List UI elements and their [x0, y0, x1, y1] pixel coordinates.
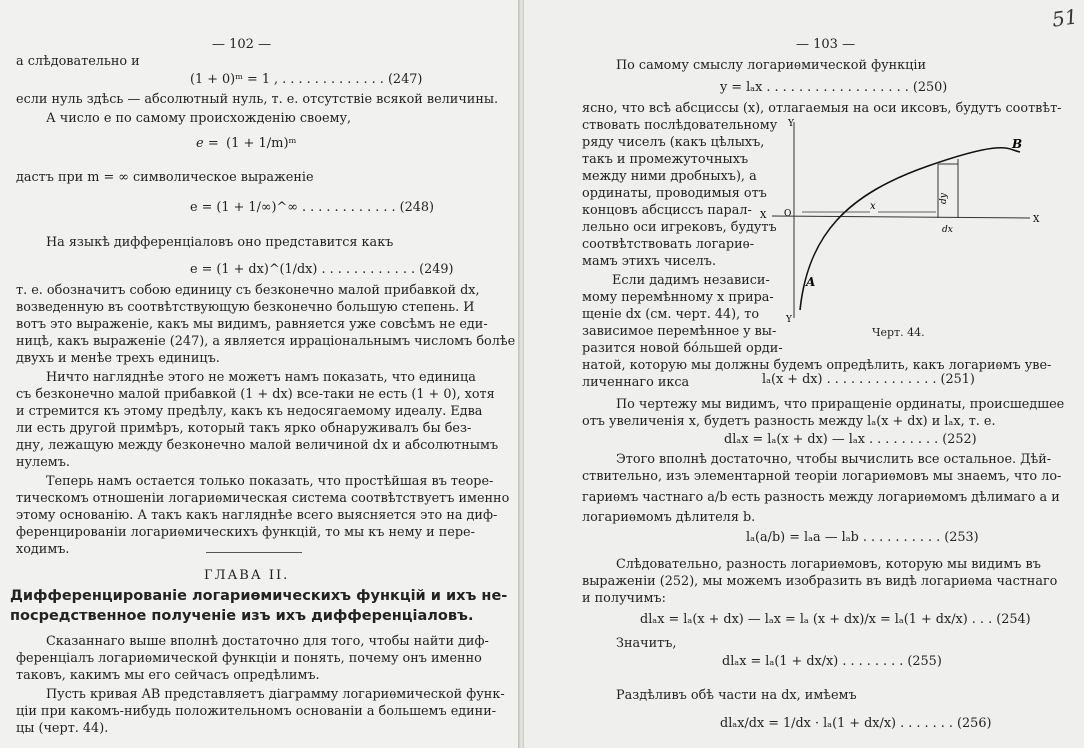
label-y: Y [788, 119, 794, 129]
text-line: дастъ при m = ∞ символическое выраженіе [16, 170, 314, 185]
handwritten-mark: 51 [1050, 4, 1079, 32]
label-dx: dx [942, 225, 953, 235]
text-line: и получимъ: [582, 591, 666, 606]
log-curve [800, 148, 1020, 310]
text-line: тическомъ отношеніи логариѳмическая система соотвѣтствуетъ именно [16, 491, 510, 506]
chapter-heading-line: посредственное полученіе изъ ихъ дифференціаловъ. [10, 608, 474, 624]
text-line: разится новой бо́льшей орди- [582, 341, 783, 356]
text-line: вотъ это выраженіе, какъ мы видимъ, равняется уже совсѣмъ не еди- [16, 317, 488, 332]
label-b: B [1012, 137, 1023, 151]
text-line: По чертежу мы видимъ, что приращеніе ординаты, происшедшее [616, 397, 1065, 412]
text-line: концовъ абсциссъ парал- [582, 203, 752, 218]
equation-249: e = (1 + dx)^(1/dx) . . . . . . . . . . . . (249) [190, 262, 454, 277]
label-x-axis-neg: X [760, 211, 767, 221]
label-origin: O [784, 209, 792, 219]
chapter-title: ГЛАВА II. [204, 568, 290, 583]
figure-44 [758, 114, 1058, 326]
text-line: ціи при какомъ-нибудь положительномъ основаніи a большемъ едини- [16, 704, 497, 719]
page-number: — 103 — [796, 37, 856, 52]
text-line: На языкѣ дифференціаловъ оно представится какъ [46, 235, 394, 250]
label-x: x [870, 201, 876, 212]
text-line: таковъ, какимъ мы его сейчасъ опредѣлимъ. [16, 668, 320, 683]
text-line: такъ и промежуточныхъ [582, 152, 749, 167]
text-line: отъ увеличенія x, будетъ разность между lₐ(x + dx) и lₐx, т. е. [582, 414, 996, 429]
text-line: ли есть другой примѣръ, который такъ ярко обнаруживалъ бы без- [16, 421, 472, 436]
text-line: соотвѣтствовать логариѳ- [582, 237, 755, 252]
text-line: выраженіи (252), мы можемъ изобразить въ видѣ логариѳма частнаго [582, 574, 1058, 589]
text-line: Значитъ, [616, 636, 677, 651]
text-line: гариѳмъ частнаго a/b есть разность между логариѳмомъ дѣлимаго a и [582, 490, 1060, 505]
text-line: этому основанію. А такъ какъ нагляднѣе всего выясняется это на диф- [16, 508, 498, 523]
label-x-axis: X [1033, 215, 1040, 225]
text-line: Пусть кривая AB представляетъ діаграмму логариѳмической функ- [46, 687, 505, 702]
equation-e-lhs: e = [196, 136, 219, 151]
text-line: ференцированіи логариѳмическихъ функцій, то мы къ нему и пере- [16, 525, 475, 540]
text-line: личеннаго икса [582, 375, 690, 390]
text-line: По самому смыслу логариѳмической функціи [616, 58, 926, 73]
text-line: двухъ и менѣе трехъ единицъ. [16, 351, 220, 366]
text-line: дну, лежащую между безконечно малой величиной dx и абсолютнымъ [16, 438, 499, 453]
equation-254: dlₐx = lₐ(x + dx) — lₐx = lₐ (x + dx)/x = lₐ(1 + dx/x) . . . (254) [640, 612, 1031, 627]
text-line: ницѣ, какъ выраженіе (247), а является ирраціональнымъ числомъ болѣе [16, 334, 516, 349]
page-number: — 102 — [212, 37, 272, 52]
text-line: ординаты, проводимыя отъ [582, 186, 767, 201]
text-line: т. е. обозначитъ собою единицу съ безконечно малой прибавкой dx, [16, 283, 480, 298]
equation-e-body: (1 + 1/m)ᵐ [226, 136, 297, 151]
equation-255: dlₐx = lₐ(1 + dx/x) . . . . . . . . (255) [722, 654, 942, 669]
text-line: а слѣдовательно и [16, 54, 140, 69]
text-line: нулемъ. [16, 455, 70, 470]
label-dy: dy [939, 193, 949, 204]
right-page [524, 0, 1084, 748]
figure-caption: Черт. 44. [872, 326, 925, 339]
text-line: мому перемѣнному x прира- [582, 290, 774, 305]
equation-251: lₐ(x + dx) . . . . . . . . . . . . . . (251) [762, 372, 975, 387]
left-page [0, 0, 520, 748]
text-line: ствительно, изъ элементарной теоріи логариѳмовъ мы знаемъ, что ло- [582, 469, 1062, 484]
text-line: если нуль здѣсь — абсолютный нуль, т. е. отсутствіе всякой величины. [16, 92, 499, 107]
text-line: щеніе dx (см. черт. 44), то [582, 307, 760, 322]
text-line: ряду чиселъ (какъ цѣлыхъ, [582, 135, 765, 150]
x-axis [772, 216, 1030, 218]
equation-247: (1 + 0)ᵐ = 1 , . . . . . . . . . . . . . (247) [190, 72, 423, 87]
text-line: цы (черт. 44). [16, 721, 109, 736]
text-line: и стремится къ этому предѣлу, какъ къ недосягаемому идеалу. Едва [16, 404, 483, 419]
text-line: ходимъ. [16, 542, 70, 557]
text-line: мамъ этихъ чиселъ. [582, 254, 717, 269]
chapter-heading-line: Дифференцированіе логариѳмическихъ функцій и ихъ не- [10, 588, 508, 604]
text-line: Слѣдовательно, разность логариѳмовъ, которую мы видимъ въ [616, 557, 1041, 572]
text-line: Сказаннаго выше вполнѣ достаточно для того, чтобы найти диф- [46, 634, 489, 649]
equation-252: dlₐx = lₐ(x + dx) — lₐx . . . . . . . . . (252) [724, 432, 977, 447]
text-line: Раздѣливъ обѣ части на dx, имѣемъ [616, 688, 857, 703]
text-line: Этого вполнѣ достаточно, чтобы вычислить все остальное. Дѣй- [616, 452, 1052, 467]
text-line: между ними дробныхъ), а [582, 169, 757, 184]
text-line: съ безконечно малой прибавкой (1 + dx) все-таки не есть (1 + 0), хотя [16, 387, 495, 402]
equation-248: e = (1 + 1/∞)^∞ . . . . . . . . . . . . (248) [190, 200, 435, 215]
label-y-bottom: Y [786, 315, 792, 325]
label-a: A [806, 275, 816, 289]
text-line: А число e по самому происхожденію своему, [46, 111, 352, 126]
equation-253: lₐ(a/b) = lₐa — lₐb . . . . . . . . . . (253) [746, 530, 979, 545]
text-line: натой, которую мы должны будемъ опредѣлить, какъ логариѳмъ уве- [582, 358, 1052, 373]
text-line: ференціалъ логариѳмической функціи и понять, почему онъ именно [16, 651, 482, 666]
text-line: Ничто нагляднѣе этого не можетъ намъ показать, что единица [46, 370, 476, 385]
text-line: ствовать послѣдовательному [582, 118, 778, 133]
text-line: Теперь намъ остается только показать, что простѣйшая въ теоре- [46, 474, 494, 489]
text-line: ясно, что всѣ абсциссы (x), отлагаемыя на оси иксовъ, будутъ соотвѣт- [582, 101, 1062, 116]
text-line: логариѳмомъ дѣлителя b. [582, 510, 756, 525]
equation-250: y = lₐx . . . . . . . . . . . . . . . . . . (250) [720, 80, 948, 95]
separator-rule [206, 552, 302, 553]
equation-256: dlₐx/dx = 1/dx · lₐ(1 + dx/x) . . . . . . . (256) [720, 716, 992, 731]
text-line: лельно оси игрековъ, будутъ [582, 220, 777, 235]
text-line: Если дадимъ независи- [612, 273, 770, 288]
text-line: зависимое перемѣнное y вы- [582, 324, 777, 339]
text-line: возведенную въ соотвѣтствующую безконечно большую степень. И [16, 300, 475, 315]
